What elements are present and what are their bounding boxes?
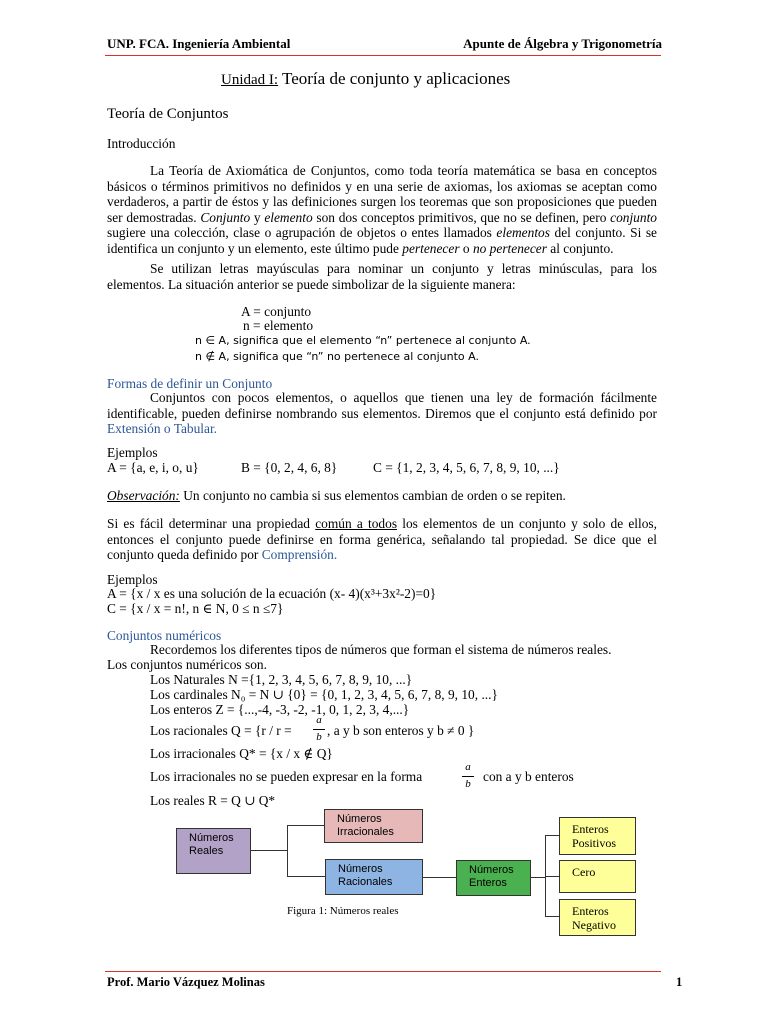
connector-racionales-enteros [423, 877, 456, 878]
example-2-c: C = {x / x = n!, n ∈ N, 0 ≤ n ≤7} [107, 601, 284, 616]
irracionales-forma-post: con a y b enteros [483, 769, 574, 784]
box-irracionales: Números Irracionales [324, 809, 423, 843]
comprension-paragraph: Si es fácil determinar una propiedad común a todos los elementos de un conjunto y solo de ellos, entonces el conjunto puede definirse en forma genérica, señalando tal propiedad. Se dice que el conjunto queda definido por Comprensión. [107, 516, 657, 562]
extension-link: Extensión o Tabular. [107, 421, 218, 436]
ejemplos-label: Ejemplos [107, 445, 158, 460]
connector-to-positivos [545, 835, 559, 836]
connector-enteros-out [531, 877, 545, 878]
racionales-numerator: a [316, 714, 322, 726]
footer-author: Prof. Mario Vázquez Molinas [107, 975, 265, 989]
box-racionales: Números Racionales [325, 859, 423, 895]
formas-paragraph: Conjuntos con pocos elementos, o aquellos que tienen una ley de formación fácilmente identificable, pueden definirse nombrando sus elementos. Diremos que el conjunto está definido por Extensión o Tabular. [107, 390, 657, 436]
racionales-fraction-bar [313, 729, 325, 730]
box-positivos: Enteros Positivos [559, 817, 636, 855]
irracionales-set: Los irracionales Q* = {x / x ∉ Q} [150, 746, 333, 761]
connector-reales-vertical [287, 825, 288, 877]
numericos-p1: Recordemos los diferentes tipos de números que forman el sistema de números reales. [150, 642, 612, 657]
enteros-set: Los enteros Z = {...,-4, -3, -2, -1, 0, 1, 2, 3, 4,...} [150, 702, 410, 717]
box-negativos: Enteros Negativo [559, 899, 636, 936]
observation: Observación: Un conjunto no cambia si sus elementos cambian de orden o se repiten. [107, 488, 566, 503]
racionales-pre: Los racionales Q = {r / r = [150, 723, 292, 738]
example-b: B = {0, 2, 4, 6, 8} [241, 460, 338, 475]
box-reales: Números Reales [176, 828, 251, 874]
example-2-a: A = {x / x es una solución de la ecuación (x- 4)(x³+3x²-2)=0} [107, 586, 437, 601]
notation-n: n = elemento [243, 318, 314, 333]
irracionales-forma-pre: Los irracionales no se pueden expresar en la forma [150, 769, 423, 784]
comprension-link: Comprensión. [261, 547, 338, 562]
racionales-post: , a y b son enteros y b ≠ 0 } [327, 723, 475, 738]
intro-paragraph-1: La Teoría de Axiomática de Conjuntos, como toda teoría matemática se basa en conceptos básicos o términos primitivos no definidos y en una serie de axiomas, los axiomas se aceptan como verdaderos, a partir de éstos y las definiciones surgen los teoremas que son proposiciones que pueden ser demostradas. Conjunto y elemento son dos conceptos primitivos, que no se definen, pero conjunto sugiere una colección, clase o agrupación de objetos o entes llamados elementos del conjunto. Si se identifica un conjunto y un elemento, este último pude pertenecer o no pertenecer al conjunto. [107, 163, 657, 256]
figure-caption: Figura 1: Números reales [287, 905, 399, 917]
header-left: UNP. FCA. Ingeniería Ambiental [107, 36, 291, 51]
unit-label: Unidad I: [221, 72, 279, 88]
naturales: Los Naturales N ={1, 2, 3, 4, 5, 6, 7, 8, 9, 10, ...} [150, 672, 413, 687]
forma-fraction-bar [462, 776, 474, 777]
box-enteros: Números Enteros [456, 860, 531, 896]
connector-to-negativos [545, 916, 559, 917]
notation-a: A = conjunto [241, 304, 312, 319]
racionales-denominator: b [316, 731, 322, 743]
header-right: Apunte de Álgebra y Trigonometría [463, 36, 662, 51]
connector-reales-out [251, 850, 287, 851]
footer-rule [105, 971, 661, 972]
box-cero: Cero [559, 860, 636, 893]
intro-paragraph-2: Se utilizan letras mayúsculas para nominar un conjunto y letras minúsculas, para los elementos. La situación anterior se puede simbolizar de la siguiente manera: [107, 261, 657, 292]
section-title: Teoría de Conjuntos [107, 106, 229, 122]
header-rule [105, 55, 661, 56]
example-c: C = {1, 2, 3, 4, 5, 6, 7, 8, 9, 10, ...} [373, 460, 560, 475]
unit-title [221, 69, 510, 89]
formas-heading: Formas de definir un Conjunto [107, 376, 273, 391]
ejemplos-label-2: Ejemplos [107, 572, 158, 587]
numericos-heading: Conjuntos numéricos [107, 628, 222, 643]
notation-not-belongs: n ∉ A, significa que “n” no pertenece al conjunto A. [195, 350, 479, 363]
connector-to-racionales [287, 876, 325, 877]
connector-to-cero [545, 876, 559, 877]
numericos-p2: Los conjuntos numéricos son. [107, 657, 267, 672]
intro-heading: Introducción [107, 136, 176, 151]
connector-to-irracionales [287, 825, 324, 826]
notation-belongs: n ∈ A, significa que el elemento “n” pertenece al conjunto A. [195, 334, 531, 347]
page-number: 1 [676, 975, 683, 989]
unit-title-text: Teoría de conjunto y aplicaciones [278, 69, 511, 88]
forma-numerator: a [465, 761, 471, 773]
cardinales: Los cardinales N₀ = N ∪ {0} = {0, 1, 2, 3, 4, 5, 6, 7, 8, 9, 10, ...} [150, 687, 498, 702]
reales-set: Los reales R = Q ∪ Q* [150, 793, 276, 808]
forma-denominator: b [465, 778, 471, 790]
example-a: A = {a, e, i, o, u} [107, 460, 199, 475]
